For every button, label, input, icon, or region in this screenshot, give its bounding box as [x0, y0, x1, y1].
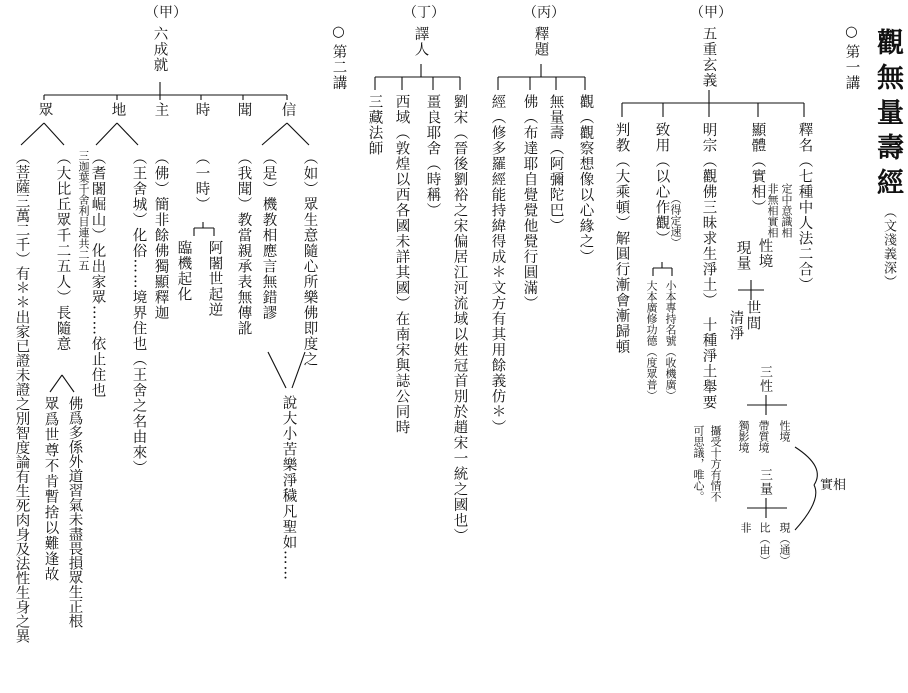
sanxing-daizhijing: 帶質境 — [757, 420, 770, 453]
shiti-wuliangshou: 無量壽（阿彌陀巴） — [547, 94, 564, 234]
branch-di: 地 — [109, 102, 126, 118]
item-xianti: 顯體（實相） — [749, 122, 766, 215]
section-jia-title: 五重玄義 — [700, 26, 717, 88]
shiti-jing: 經（修多羅經能持緯得成＊文方有其用餘義仿＊） — [489, 94, 506, 435]
lecture1-label: 第一講 — [843, 44, 860, 91]
xianti-sub-xingjing: 性境 — [756, 238, 773, 269]
yiren-sanzang: 三藏法師 — [366, 94, 383, 156]
section-bing-label: （丙） — [523, 5, 565, 21]
sanliang-bi: 比（由） — [758, 522, 771, 566]
sanxing-label: 三性 — [757, 365, 772, 393]
shiti-fo: 佛（布達耶自覺覺他覺行圓滿） — [521, 94, 538, 311]
zhong-sub-zhong: 眾爲世尊不肯暫捨以難逢故 — [42, 396, 59, 582]
branch-zhong: 眾 — [36, 102, 53, 118]
branch-xin: 信 — [279, 102, 296, 118]
branch-wen: 聞 — [235, 102, 252, 118]
zhong-pusa: （菩薩三萬二千）有＊＊出家已證未證之別智度論有生死肉身及法性生身之異 — [13, 150, 30, 643]
shiti-guan: 觀（觀察想像以心緣之） — [577, 94, 594, 265]
xianti-sub-qingjing: 清淨 — [727, 310, 744, 341]
xin-result: 說大小苦樂淨穢凡聖如…… — [280, 395, 297, 581]
xianti-note-1: 定中意識相 — [780, 183, 793, 238]
xin-shi: （是）機教相應言無錯謬 — [260, 150, 277, 321]
sutra-title: 觀無量壽經 — [872, 28, 903, 203]
zhu-item: （佛）簡非餘佛獨顯釋迦 — [152, 150, 169, 321]
mingzong-tail: 十種淨土舉要 — [700, 317, 717, 410]
yiren-liusong: 劉宋（晉後劉裕之宋偏居江河流域以姓冠首別於趙宋一統之國也） — [451, 94, 468, 544]
item-zhiyong: 致用（以心作觀） — [653, 122, 670, 246]
sanliang-xian: 現（通） — [778, 522, 791, 566]
item-mingzong: 明宗（觀佛三昧求生淨土） — [700, 122, 717, 308]
shixiang-label: 實相 — [820, 478, 847, 493]
di-wangshecheng: （王舍城）化俗……境界住也（王舍之名由來） — [130, 150, 147, 476]
zhiyong-note: （得定速） — [669, 193, 682, 248]
sanxing-duyingjing: 獨影境 — [737, 420, 750, 453]
branch-zhu: 主 — [152, 102, 169, 118]
sutra-subtitle: （文淺義深） — [881, 205, 896, 289]
item-shiming: 釋名（七種中人法二合） — [796, 122, 813, 293]
section-bing-title: 釋題 — [532, 26, 549, 57]
section-jia2-title: 六成就 — [151, 26, 168, 73]
xin-ru: （如）眾生意隨心所樂佛即度之 — [301, 150, 318, 367]
di-qishejue: （耆闍崛山）化出家眾……依止住也 — [89, 150, 106, 398]
sanliang-label: 三量 — [757, 468, 772, 496]
zhong-sanjiaye: 三迦葉千舍利目連共二五 — [77, 150, 90, 271]
section-ding-title: 譯人 — [412, 26, 429, 57]
lecture2-marker: ○ — [330, 24, 347, 41]
zhiyong-sub-xiaoben: 小本專持名號（收機廣） — [664, 280, 677, 401]
xianti-sub-xianliang: 現量 — [734, 240, 751, 271]
zhong-dabiqiu: （大比丘眾千二五人）長隨意 — [54, 150, 71, 352]
shi-linji: 臨機起化 — [175, 240, 192, 302]
section-ding-label: （丁） — [403, 5, 445, 21]
lecture1-marker: ○ — [843, 24, 860, 41]
section-jia-label: （甲） — [690, 5, 732, 21]
shi-item: （一時） — [193, 150, 210, 212]
branch-shi: 時 — [193, 102, 210, 118]
item-panjiao: 判教（大乘頓）解圓行漸會漸歸頓 — [613, 122, 630, 355]
zhong-sub-fo: 佛爲多係外道習氣未盡畏損眾生正根 — [66, 396, 83, 628]
note-line-1: 攝受十方有情不 — [709, 425, 722, 502]
xianti-note-2: 非無相實相 — [766, 183, 779, 238]
sanliang-fei: 非 — [739, 522, 752, 533]
yiren-xiyu: 西域（敦煌以西各國未詳其國）在南宋與誌公同時 — [393, 94, 410, 435]
wen-item: （我聞）教當親承表無傳訛 — [235, 150, 252, 336]
zhiyong-sub-daben: 大本廣修功德（度眾普） — [645, 280, 658, 401]
lecture2-label: 第二講 — [330, 44, 347, 91]
note-line-2: 可思議，唯心。 — [692, 425, 705, 502]
xianti-sub-shijian: 世間 — [744, 300, 761, 331]
shi-ashe: 阿闍世起逆 — [206, 240, 223, 318]
sanxing-xingjing: 性境 — [778, 420, 791, 442]
yiren-jiangliang: 畺良耶舍（時稱） — [424, 94, 441, 218]
section-jia2-label: （甲） — [145, 5, 187, 21]
